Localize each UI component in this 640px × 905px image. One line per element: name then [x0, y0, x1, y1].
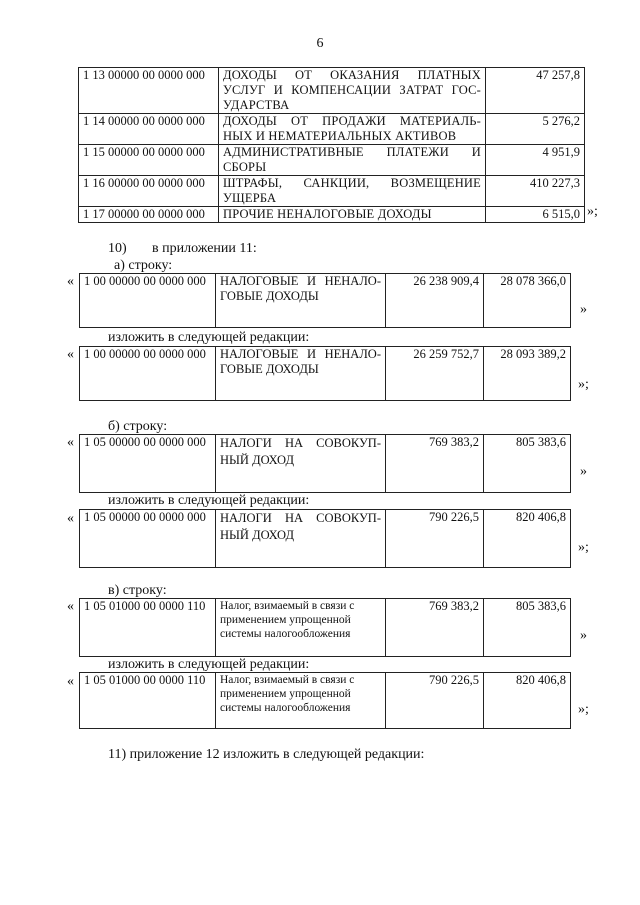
row-code: 1 05 01000 00 0000 110	[80, 673, 216, 729]
row-value-1: 769 383,2	[386, 599, 484, 657]
replace-label: изложить в следующей редакции:	[108, 657, 310, 672]
row-name-line: ГОВЫЕ ДОХОДЫ	[220, 362, 319, 376]
row-code: 1 16 00000 00 0000 000	[79, 176, 219, 207]
sub-b-new-row	[79, 509, 571, 568]
row-name-line: НЫЙ ДОХОД	[220, 453, 294, 467]
row-value-2: 805 383,6	[484, 599, 571, 657]
opening-quote: «	[67, 435, 74, 450]
table-row	[79, 114, 585, 145]
sub-b-old-row	[79, 434, 571, 493]
row-value-1: 26 238 909,4	[386, 274, 484, 328]
row-name	[219, 114, 486, 145]
row-name-line: НАЛОГИ НА СОВОКУП-	[220, 511, 381, 525]
table-row	[80, 599, 571, 657]
row-name	[216, 274, 386, 328]
row-value: 6 515,0	[486, 207, 585, 223]
table-row	[79, 176, 585, 207]
row-value: 47 257,8	[486, 68, 585, 114]
row-code: 1 00 00000 00 0000 000	[80, 347, 216, 401]
row-name-line: УЩЕРБА	[223, 191, 277, 205]
row-value-1: 790 226,5	[386, 673, 484, 729]
row-name-line: УСЛУГ И КОМПЕНСАЦИИ ЗАТРАТ ГОС-	[223, 83, 481, 97]
closing-quote: »	[580, 302, 587, 317]
income-table-continued	[78, 67, 585, 223]
row-value: 410 227,3	[486, 176, 585, 207]
replace-label: изложить в следующей редакции:	[108, 330, 310, 345]
row-name-line: ДОХОДЫ ОТ ОКАЗАНИЯ ПЛАТНЫХ	[223, 68, 481, 82]
table-row	[79, 68, 585, 114]
closing-quote: »	[580, 464, 587, 479]
row-name-line: НАЛОГОВЫЕ И НЕНАЛО-	[220, 274, 381, 288]
row-name	[216, 599, 386, 657]
row-code: 1 14 00000 00 0000 000	[79, 114, 219, 145]
row-code: 1 05 00000 00 0000 000	[80, 435, 216, 493]
table-row	[80, 274, 571, 328]
row-name-line: УДАРСТВА	[223, 98, 290, 112]
row-code: 1 05 01000 00 0000 110	[80, 599, 216, 657]
sub-v-label: в) строку:	[108, 583, 167, 598]
table-row	[79, 145, 585, 176]
sub-a-label: а) строку:	[114, 258, 173, 273]
row-name	[216, 510, 386, 568]
table-row	[80, 673, 571, 729]
row-name-line: НАЛОГИ НА СОВОКУП-	[220, 436, 381, 450]
sub-v-old-row	[79, 598, 571, 657]
closing-quote: »;	[578, 540, 589, 555]
row-value: 4 951,9	[486, 145, 585, 176]
row-value-1: 769 383,2	[386, 435, 484, 493]
sub-a-old-row	[79, 273, 571, 328]
opening-quote: «	[67, 599, 74, 614]
row-name	[216, 673, 386, 729]
row-name	[219, 68, 486, 114]
row-name-line: ШТРАФЫ, САНКЦИИ, ВОЗМЕЩЕНИЕ	[223, 176, 481, 190]
table-row	[80, 435, 571, 493]
page-number: 6	[316, 36, 324, 51]
item-10-number: 10)	[108, 241, 127, 256]
row-value-2: 28 078 366,0	[484, 274, 571, 328]
opening-quote: «	[67, 347, 74, 362]
sub-a-new-row	[79, 346, 571, 401]
opening-quote: «	[67, 511, 74, 526]
table-row	[80, 347, 571, 401]
row-name-line: Налог, взимаемый в связи с	[220, 674, 355, 686]
opening-quote: «	[67, 274, 74, 289]
row-name-line: ПРОЧИЕ НЕНАЛОГОВЫЕ ДОХОДЫ	[223, 207, 432, 221]
table-row	[79, 207, 585, 223]
row-value-2: 28 093 389,2	[484, 347, 571, 401]
row-name	[219, 176, 486, 207]
row-name	[216, 347, 386, 401]
table-row	[80, 510, 571, 568]
row-name-line: Налог, взимаемый в связи с	[220, 600, 355, 612]
row-value-2: 805 383,6	[484, 435, 571, 493]
row-name-line: применением упрощенной	[220, 614, 351, 626]
closing-quote: »;	[587, 204, 598, 219]
closing-quote: »	[580, 628, 587, 643]
row-code: 1 17 00000 00 0000 000	[79, 207, 219, 223]
row-code: 1 13 00000 00 0000 000	[79, 68, 219, 114]
row-value-1: 790 226,5	[386, 510, 484, 568]
row-name	[219, 207, 486, 223]
row-name	[219, 145, 486, 176]
sub-v-new-row	[79, 672, 571, 729]
sub-b-label: б) строку:	[108, 419, 168, 434]
row-value: 5 276,2	[486, 114, 585, 145]
row-code: 1 00 00000 00 0000 000	[80, 274, 216, 328]
closing-quote: »;	[578, 702, 589, 717]
row-code: 1 05 00000 00 0000 000	[80, 510, 216, 568]
row-name-line: ДОХОДЫ ОТ ПРОДАЖИ МАТЕРИАЛЬ-	[223, 114, 481, 128]
row-name-line: НЫХ И НЕМАТЕРИАЛЬНЫХ АКТИВОВ	[223, 129, 457, 143]
item-10-text: в приложении 11:	[152, 241, 257, 256]
row-code: 1 15 00000 00 0000 000	[79, 145, 219, 176]
row-name-line: ГОВЫЕ ДОХОДЫ	[220, 289, 319, 303]
closing-quote: »;	[578, 377, 589, 392]
row-name	[216, 435, 386, 493]
row-name-line: НЫЙ ДОХОД	[220, 528, 294, 542]
row-name-line: НАЛОГОВЫЕ И НЕНАЛО-	[220, 347, 381, 361]
row-name-line: системы налогообложения	[220, 628, 351, 640]
opening-quote: «	[67, 674, 74, 689]
row-name-line: СБОРЫ	[223, 160, 267, 174]
replace-label: изложить в следующей редакции:	[108, 493, 310, 508]
row-value-2: 820 406,8	[484, 673, 571, 729]
row-name-line: применением упрощенной	[220, 688, 351, 700]
row-name-line: системы налогообложения	[220, 702, 351, 714]
item-11-text: 11) приложение 12 изложить в следующей редакции:	[108, 747, 425, 762]
row-value-2: 820 406,8	[484, 510, 571, 568]
row-value-1: 26 259 752,7	[386, 347, 484, 401]
row-name-line: АДМИНИСТРАТИВНЫЕ ПЛАТЕЖИ И	[223, 145, 481, 159]
